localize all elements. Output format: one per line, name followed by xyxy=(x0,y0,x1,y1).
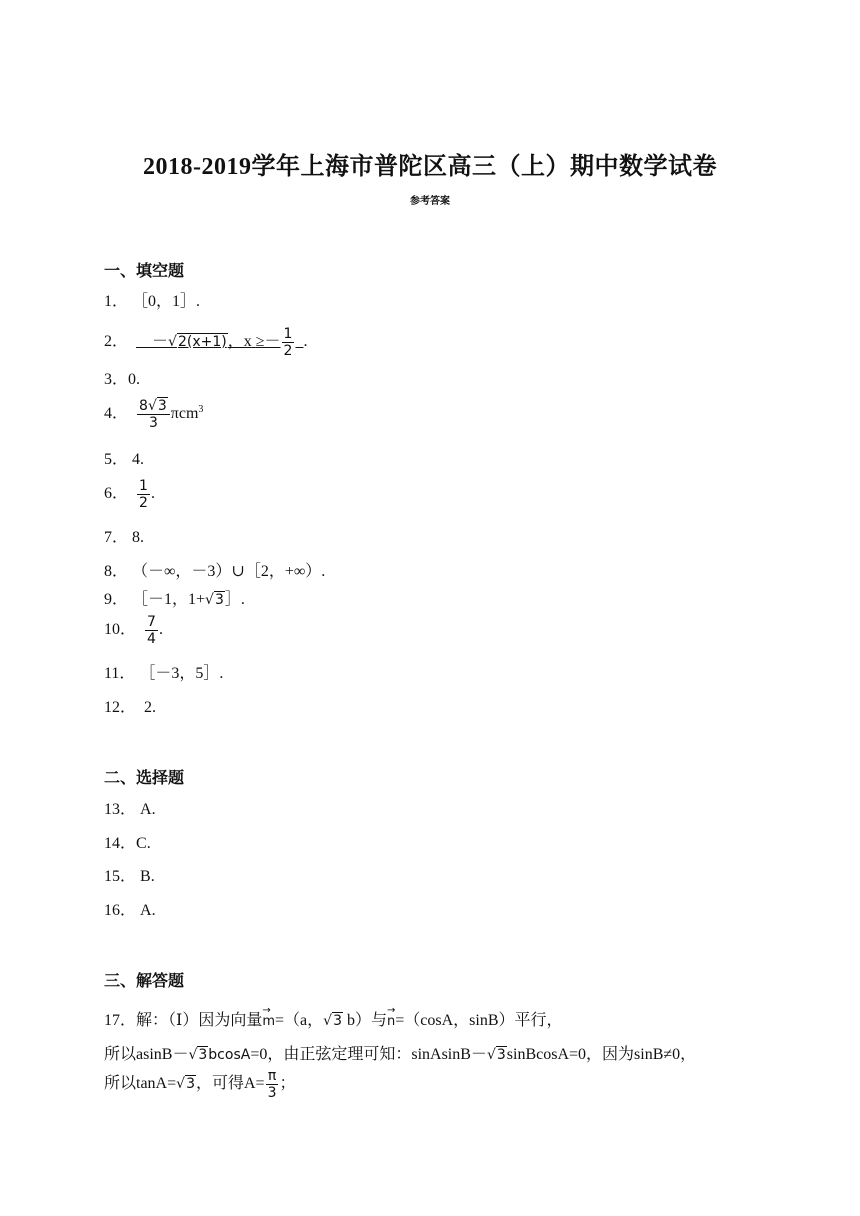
answer-number: 11． xyxy=(104,665,136,682)
radicand: 3 xyxy=(157,398,167,414)
numerator: 1 xyxy=(283,326,293,342)
answer-text: ［0，1］. xyxy=(132,293,201,310)
solution-text: sinBcosA=0，因为sinB≠0， xyxy=(506,1046,697,1063)
radicand: 2(x+1) xyxy=(177,334,227,351)
sqrt-expression: √3 xyxy=(176,1076,195,1093)
section-heading-multiple-choice: 二、选择题 xyxy=(104,770,185,787)
sqrt-expression: √3 xyxy=(323,1013,342,1029)
solution-text: b）与 xyxy=(346,1012,387,1029)
solution-formula: bcosA xyxy=(208,1047,251,1063)
answer-number: 9． xyxy=(104,591,129,608)
ge-sign: ≥ xyxy=(255,333,265,351)
answer-text: ，x xyxy=(227,333,252,351)
sqrt-expression: √3 xyxy=(205,592,224,608)
unit-text: πcm xyxy=(170,405,199,423)
answer-9 xyxy=(104,590,245,610)
answer-text: 4. xyxy=(132,451,145,468)
section-heading-solutions: 三、解答题 xyxy=(104,973,185,990)
solution-text: 17．解：（Ⅰ）因为向量 xyxy=(104,1012,263,1029)
answer-number: 7． xyxy=(104,529,129,546)
answer-8 xyxy=(104,562,325,582)
solution-17-line-1 xyxy=(104,1007,563,1030)
radicand: 3 xyxy=(186,1076,195,1093)
answer-15 xyxy=(104,867,155,887)
vector-arrow-icon: → xyxy=(262,1005,271,1016)
coefficient: 8 xyxy=(139,398,148,414)
answer-number: 6． xyxy=(104,485,129,503)
solution-text: =0，由正弦定理可知：sinAsinB－ xyxy=(250,1046,487,1063)
radicand: 3 xyxy=(198,1047,208,1063)
solution-text: =（cosA，sinB）平行， xyxy=(395,1012,563,1029)
fraction xyxy=(282,326,295,359)
answer-14 xyxy=(104,834,151,854)
answer-text: ［－1，1+ xyxy=(132,591,206,608)
answer-number: 14． xyxy=(104,835,137,852)
vector-arrow-icon: → xyxy=(387,1005,396,1016)
numerator: π xyxy=(267,1068,277,1084)
minus-sign: － xyxy=(152,333,169,351)
solution-17-line-2 xyxy=(104,1041,696,1064)
solution-text: ，可得A= xyxy=(195,1075,265,1093)
radicand: 3 xyxy=(496,1047,506,1063)
solution-text: 所以tanA= xyxy=(104,1075,177,1093)
denominator: 4 xyxy=(147,631,156,647)
radicand: 3 xyxy=(214,592,224,608)
vector-n xyxy=(387,1005,396,1029)
answer-7 xyxy=(104,528,144,548)
answer-number: 8． xyxy=(104,563,129,580)
solution-17-line-3 xyxy=(104,1068,296,1101)
document-title: 2018-2019学年上海市普陀区高三（上）期中数学试卷 xyxy=(143,154,717,180)
period: . xyxy=(303,333,308,351)
answer-text: （－∞，－3）∪［2，+∞）. xyxy=(132,563,326,580)
sqrt-expression: √3 xyxy=(188,1047,208,1063)
numerator: 7 xyxy=(147,614,156,630)
answer-text: ］. xyxy=(224,591,245,608)
solution-text: ； xyxy=(279,1075,296,1093)
denominator: 2 xyxy=(139,495,148,511)
answer-number: 12． xyxy=(104,699,137,716)
answer-text: 0. xyxy=(128,371,141,388)
answer-text: A. xyxy=(140,801,156,818)
answer-3 xyxy=(104,370,140,390)
answer-number: 2． xyxy=(104,333,129,351)
answer-10 xyxy=(104,614,163,647)
answer-1 xyxy=(104,292,200,312)
minus-sign: － xyxy=(264,333,281,351)
answer-16 xyxy=(104,901,156,921)
answer-11 xyxy=(104,664,223,684)
document-subtitle: 参考答案 xyxy=(410,196,450,207)
answer-number: 1． xyxy=(104,293,129,310)
denominator: 3 xyxy=(148,415,158,431)
sqrt-expression: √3 xyxy=(147,398,167,414)
answer-number: 10． xyxy=(104,621,137,639)
radicand: 3 xyxy=(333,1013,342,1029)
fraction xyxy=(266,1068,279,1101)
answer-text: 2. xyxy=(144,699,157,716)
vector-m xyxy=(262,1005,275,1029)
answer-number: 5． xyxy=(104,451,129,468)
fraction xyxy=(137,398,170,431)
solution-text: 所以asinB－ xyxy=(104,1046,189,1063)
fraction xyxy=(137,478,150,511)
sqrt-expression: √3 xyxy=(486,1047,506,1063)
answer-12 xyxy=(104,698,156,718)
answer-text: A. xyxy=(140,902,156,919)
answer-number: 16． xyxy=(104,902,137,919)
denominator: 3 xyxy=(267,1085,277,1101)
sqrt-expression: √2(x+1) xyxy=(168,334,227,351)
section-heading-fill-in: 一、填空题 xyxy=(104,263,185,280)
answer-text: B. xyxy=(140,868,155,885)
answer-underlined xyxy=(136,326,303,359)
answer-text: 8. xyxy=(132,529,145,546)
vector-symbol: m xyxy=(262,1014,275,1029)
answer-5 xyxy=(104,450,144,470)
answer-13 xyxy=(104,800,156,820)
numerator: 1 xyxy=(139,478,148,494)
answer-number: 13． xyxy=(104,801,137,818)
numerator xyxy=(137,398,170,415)
answer-text: C. xyxy=(136,835,151,852)
solution-text: =（a， xyxy=(275,1012,324,1029)
answer-6 xyxy=(104,478,155,511)
answer-number: 15． xyxy=(104,868,137,885)
period: . xyxy=(150,485,155,503)
fraction xyxy=(145,614,158,647)
vector-symbol: n xyxy=(387,1014,396,1029)
answer-number: 4． xyxy=(104,405,129,423)
answer-4 xyxy=(104,398,203,431)
superscript: 3 xyxy=(198,403,204,415)
denominator: 2 xyxy=(283,343,293,359)
answer-text: ［－3，5］. xyxy=(139,665,224,682)
period: . xyxy=(158,621,163,639)
answer-2 xyxy=(104,326,307,359)
answer-number: 3． xyxy=(104,371,129,388)
